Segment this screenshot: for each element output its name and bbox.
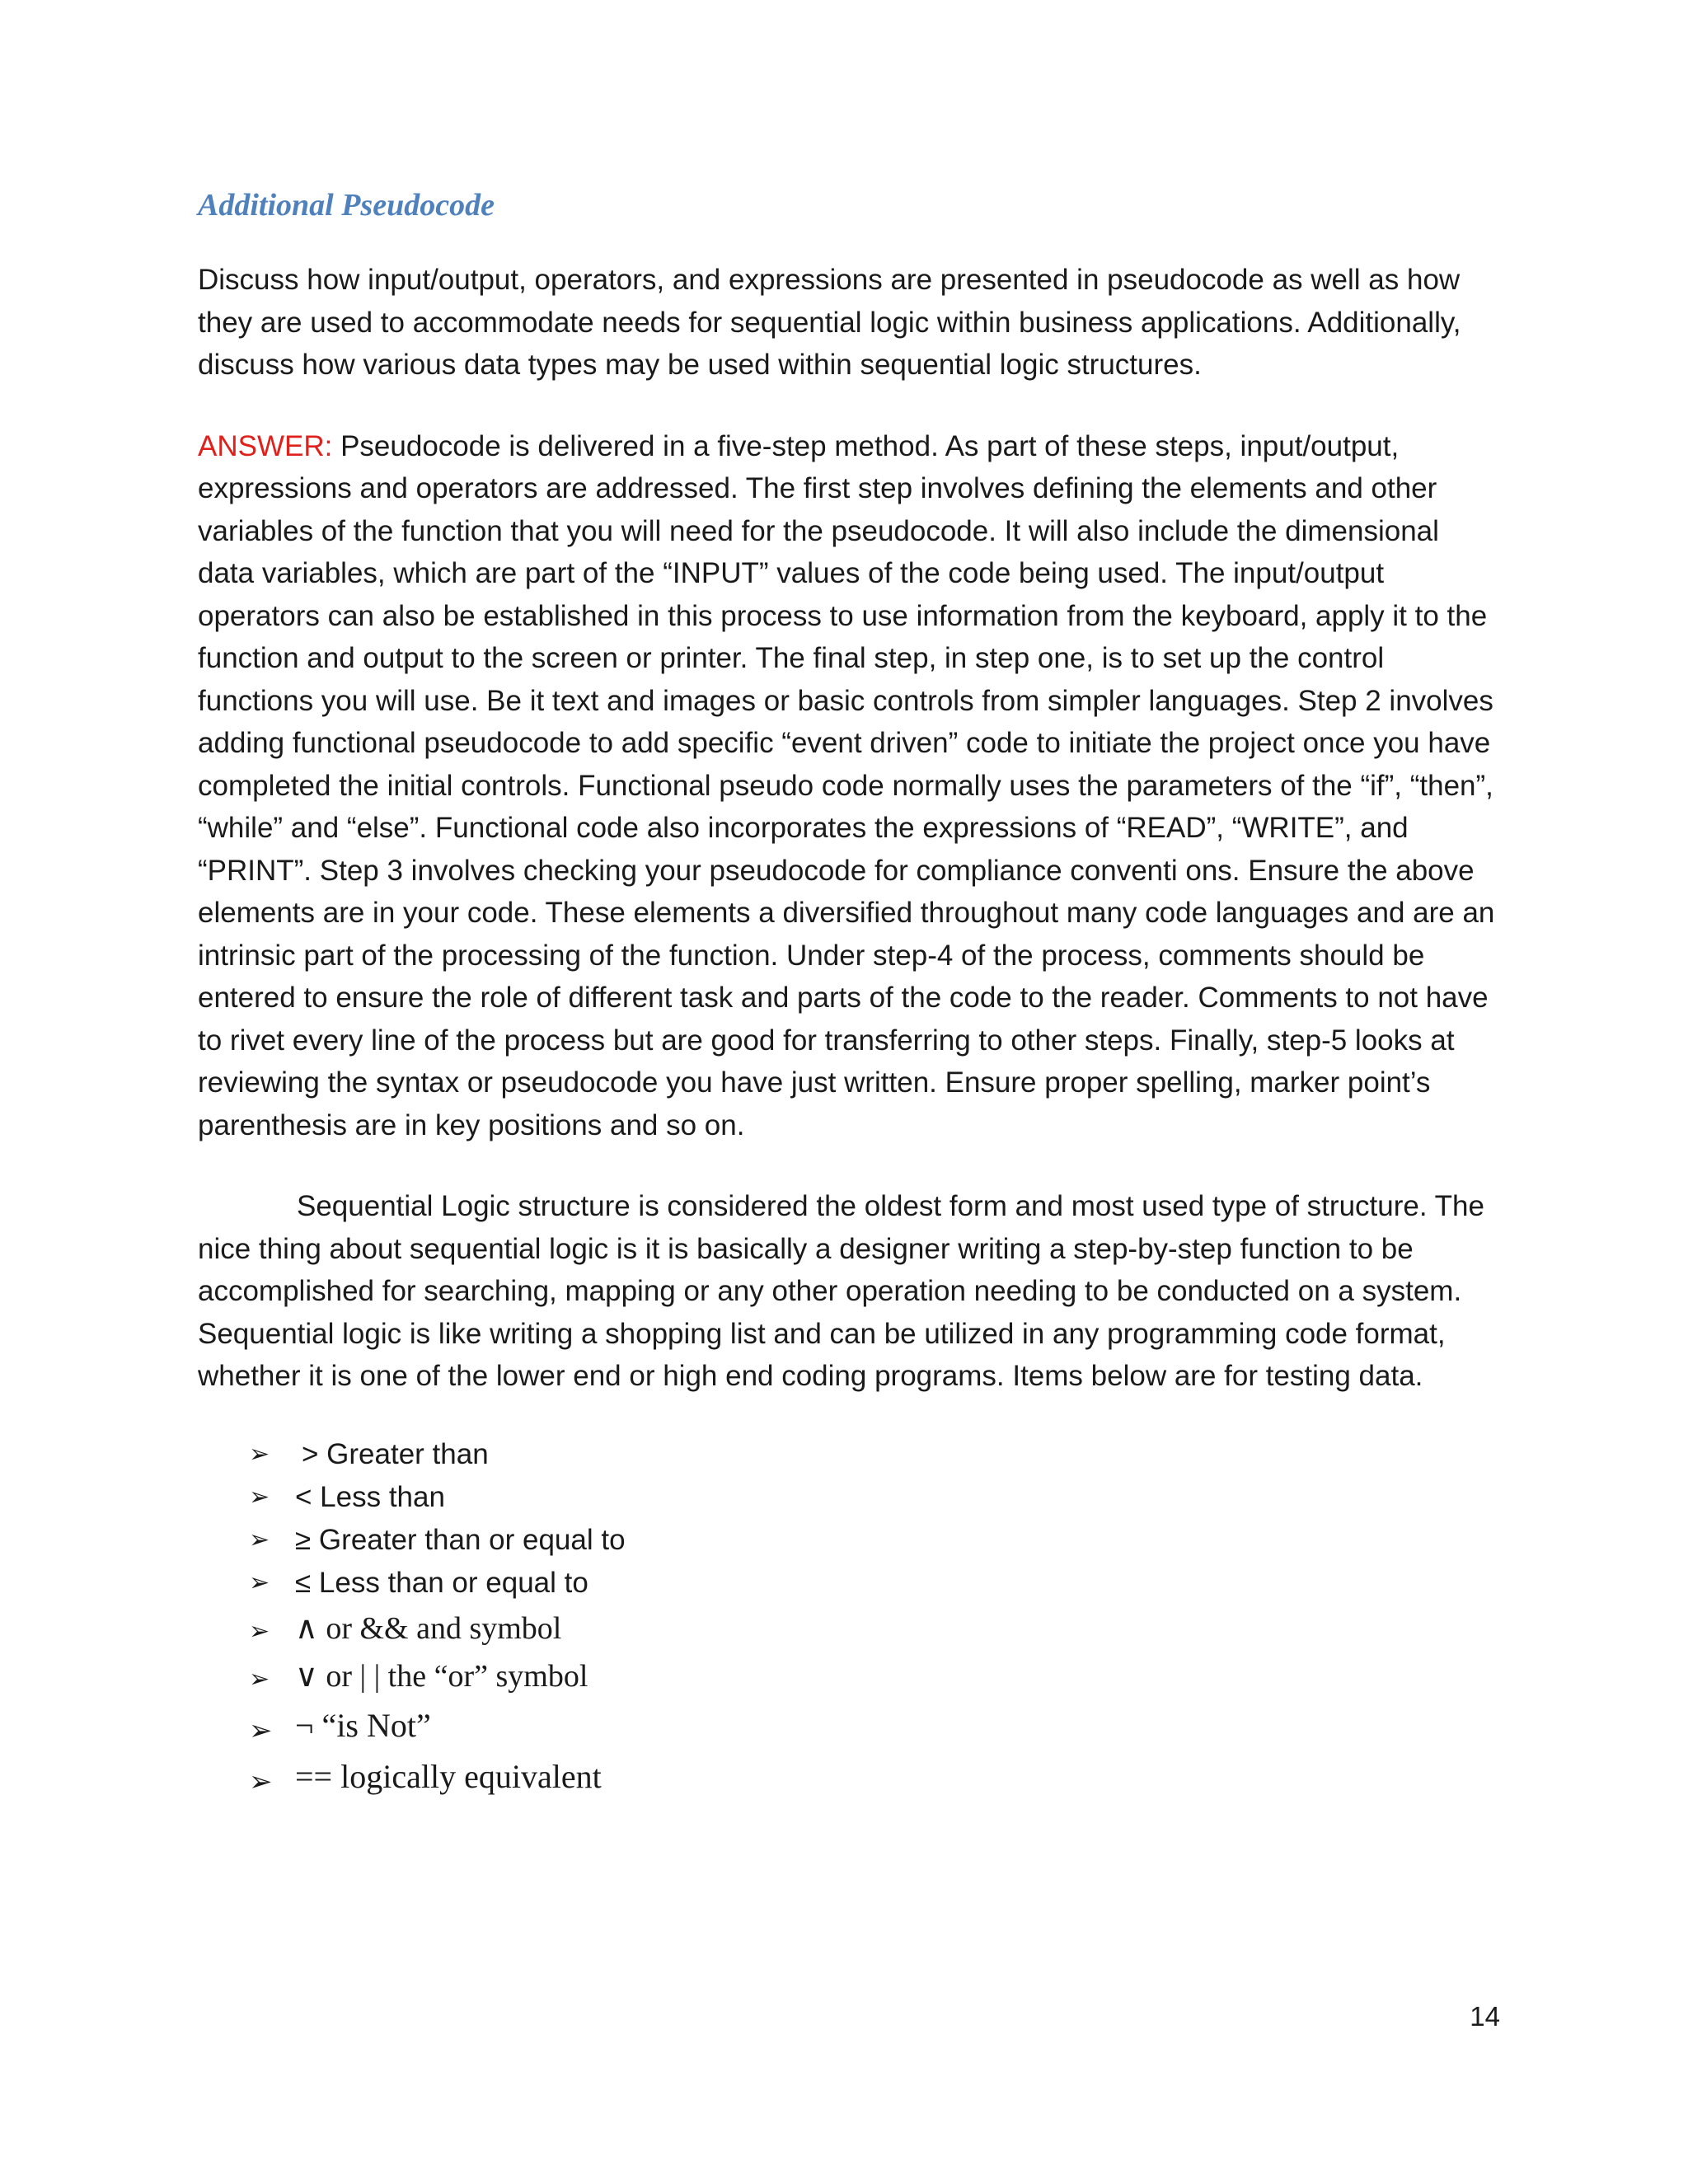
list-item-text: > Greater than — [302, 1437, 489, 1470]
arrow-bullet-icon: ➢ — [249, 1525, 270, 1554]
arrow-bullet-icon: ➢ — [249, 1568, 270, 1597]
list-item-text: ≥ Greater than or equal to — [295, 1523, 626, 1556]
list-item-text: ∨ or | | the “or” symbol — [295, 1658, 588, 1694]
arrow-bullet-icon: ➢ — [249, 1664, 270, 1694]
list-item — [249, 1652, 1500, 1700]
list-item-text: < Less than — [295, 1480, 445, 1513]
list-item — [249, 1433, 1500, 1476]
list-item-text: ∧ or && and symbol — [295, 1610, 562, 1646]
list-item — [249, 1562, 1500, 1605]
arrow-bullet-icon: ➢ — [249, 1616, 270, 1646]
section-heading: Additional Pseudocode — [198, 188, 495, 223]
question-paragraph: Discuss how input/output, operators, and expressions are presented in pseudocode as well as how they are used to accommodate needs for sequential logic within business applications. Additionally, discuss how various data types may be used within sequential logic structures. — [198, 264, 1461, 382]
sequential-logic-paragraph: Sequential Logic structure is considered the oldest form and most used type of structure. The nice thing about sequential logic is it is basically a designer writing a step-by-step function to be accomplished for searching, mapping or any other operation needing to be conducted on a system. Sequential logic is like writing a shopping list and can be utilized in any programming code format, whether it is one of the lower end or high end coding programs. Items below are for testing data. — [198, 1190, 1484, 1393]
list-item — [249, 1476, 1500, 1519]
answer-paragraph — [198, 425, 1500, 1147]
list-item — [249, 1751, 1500, 1802]
list-item — [249, 1700, 1500, 1751]
arrow-bullet-icon: ➢ — [249, 1482, 270, 1511]
page-number: 14 — [1470, 2001, 1500, 2032]
arrow-bullet-icon: ➢ — [249, 1439, 270, 1469]
answer-label: ANSWER: — [198, 429, 333, 462]
list-item — [249, 1519, 1500, 1562]
list-item-text: ¬ “is Not” — [295, 1706, 431, 1744]
list-item-text: ≤ Less than or equal to — [295, 1566, 588, 1599]
document-page — [198, 185, 1500, 1802]
arrow-bullet-icon: ➢ — [249, 1765, 273, 1798]
arrow-bullet-icon: ➢ — [249, 1713, 273, 1747]
list-item — [249, 1605, 1500, 1652]
answer-text: Pseudocode is delivered in a five-step method. As part of these steps, input/output, expressions and operators are addressed. The first step involves defining the elements and other variables of the function that you will need for the pseudocode. It will also include the dimensional data variables, which are part of the “INPUT” values of the code being used. The input/output operators can also be established in this process to use information from the keyboard, apply it to the function and output to the screen or printer. The final step, in step one, is to set up the control functions you will use. Be it text and images or basic controls from simpler languages. Step 2 involves adding functional pseudocode to add specific “event driven” code to initiate the project once you have completed the initial controls. Functional pseudo code normally uses the parameters of the “if”, “then”, “while” and “else”. Functional code also incorporates the expressions of “READ”, “WRITE”, and “PRINT”. Step 3 involves checking your pseudocode for compliance conventi ons. Ensure the above elements are in your code. These elements a diversified throughout many code languages and are an intrinsic part of the processing of the function. Under step-4 of the process, comments should be entered to ensure the role of different task and parts of the code to the reader. Comments to not have to rivet every line of the process but are good for transferring to other steps. Finally, step-5 looks at reviewing the syntax or pseudocode you have just written. Ensure proper spelling, marker point’s parenthesis are in key positions and so on. — [198, 429, 1495, 1141]
operator-list — [198, 1433, 1500, 1802]
list-item-text: == logically equivalent — [295, 1757, 602, 1795]
